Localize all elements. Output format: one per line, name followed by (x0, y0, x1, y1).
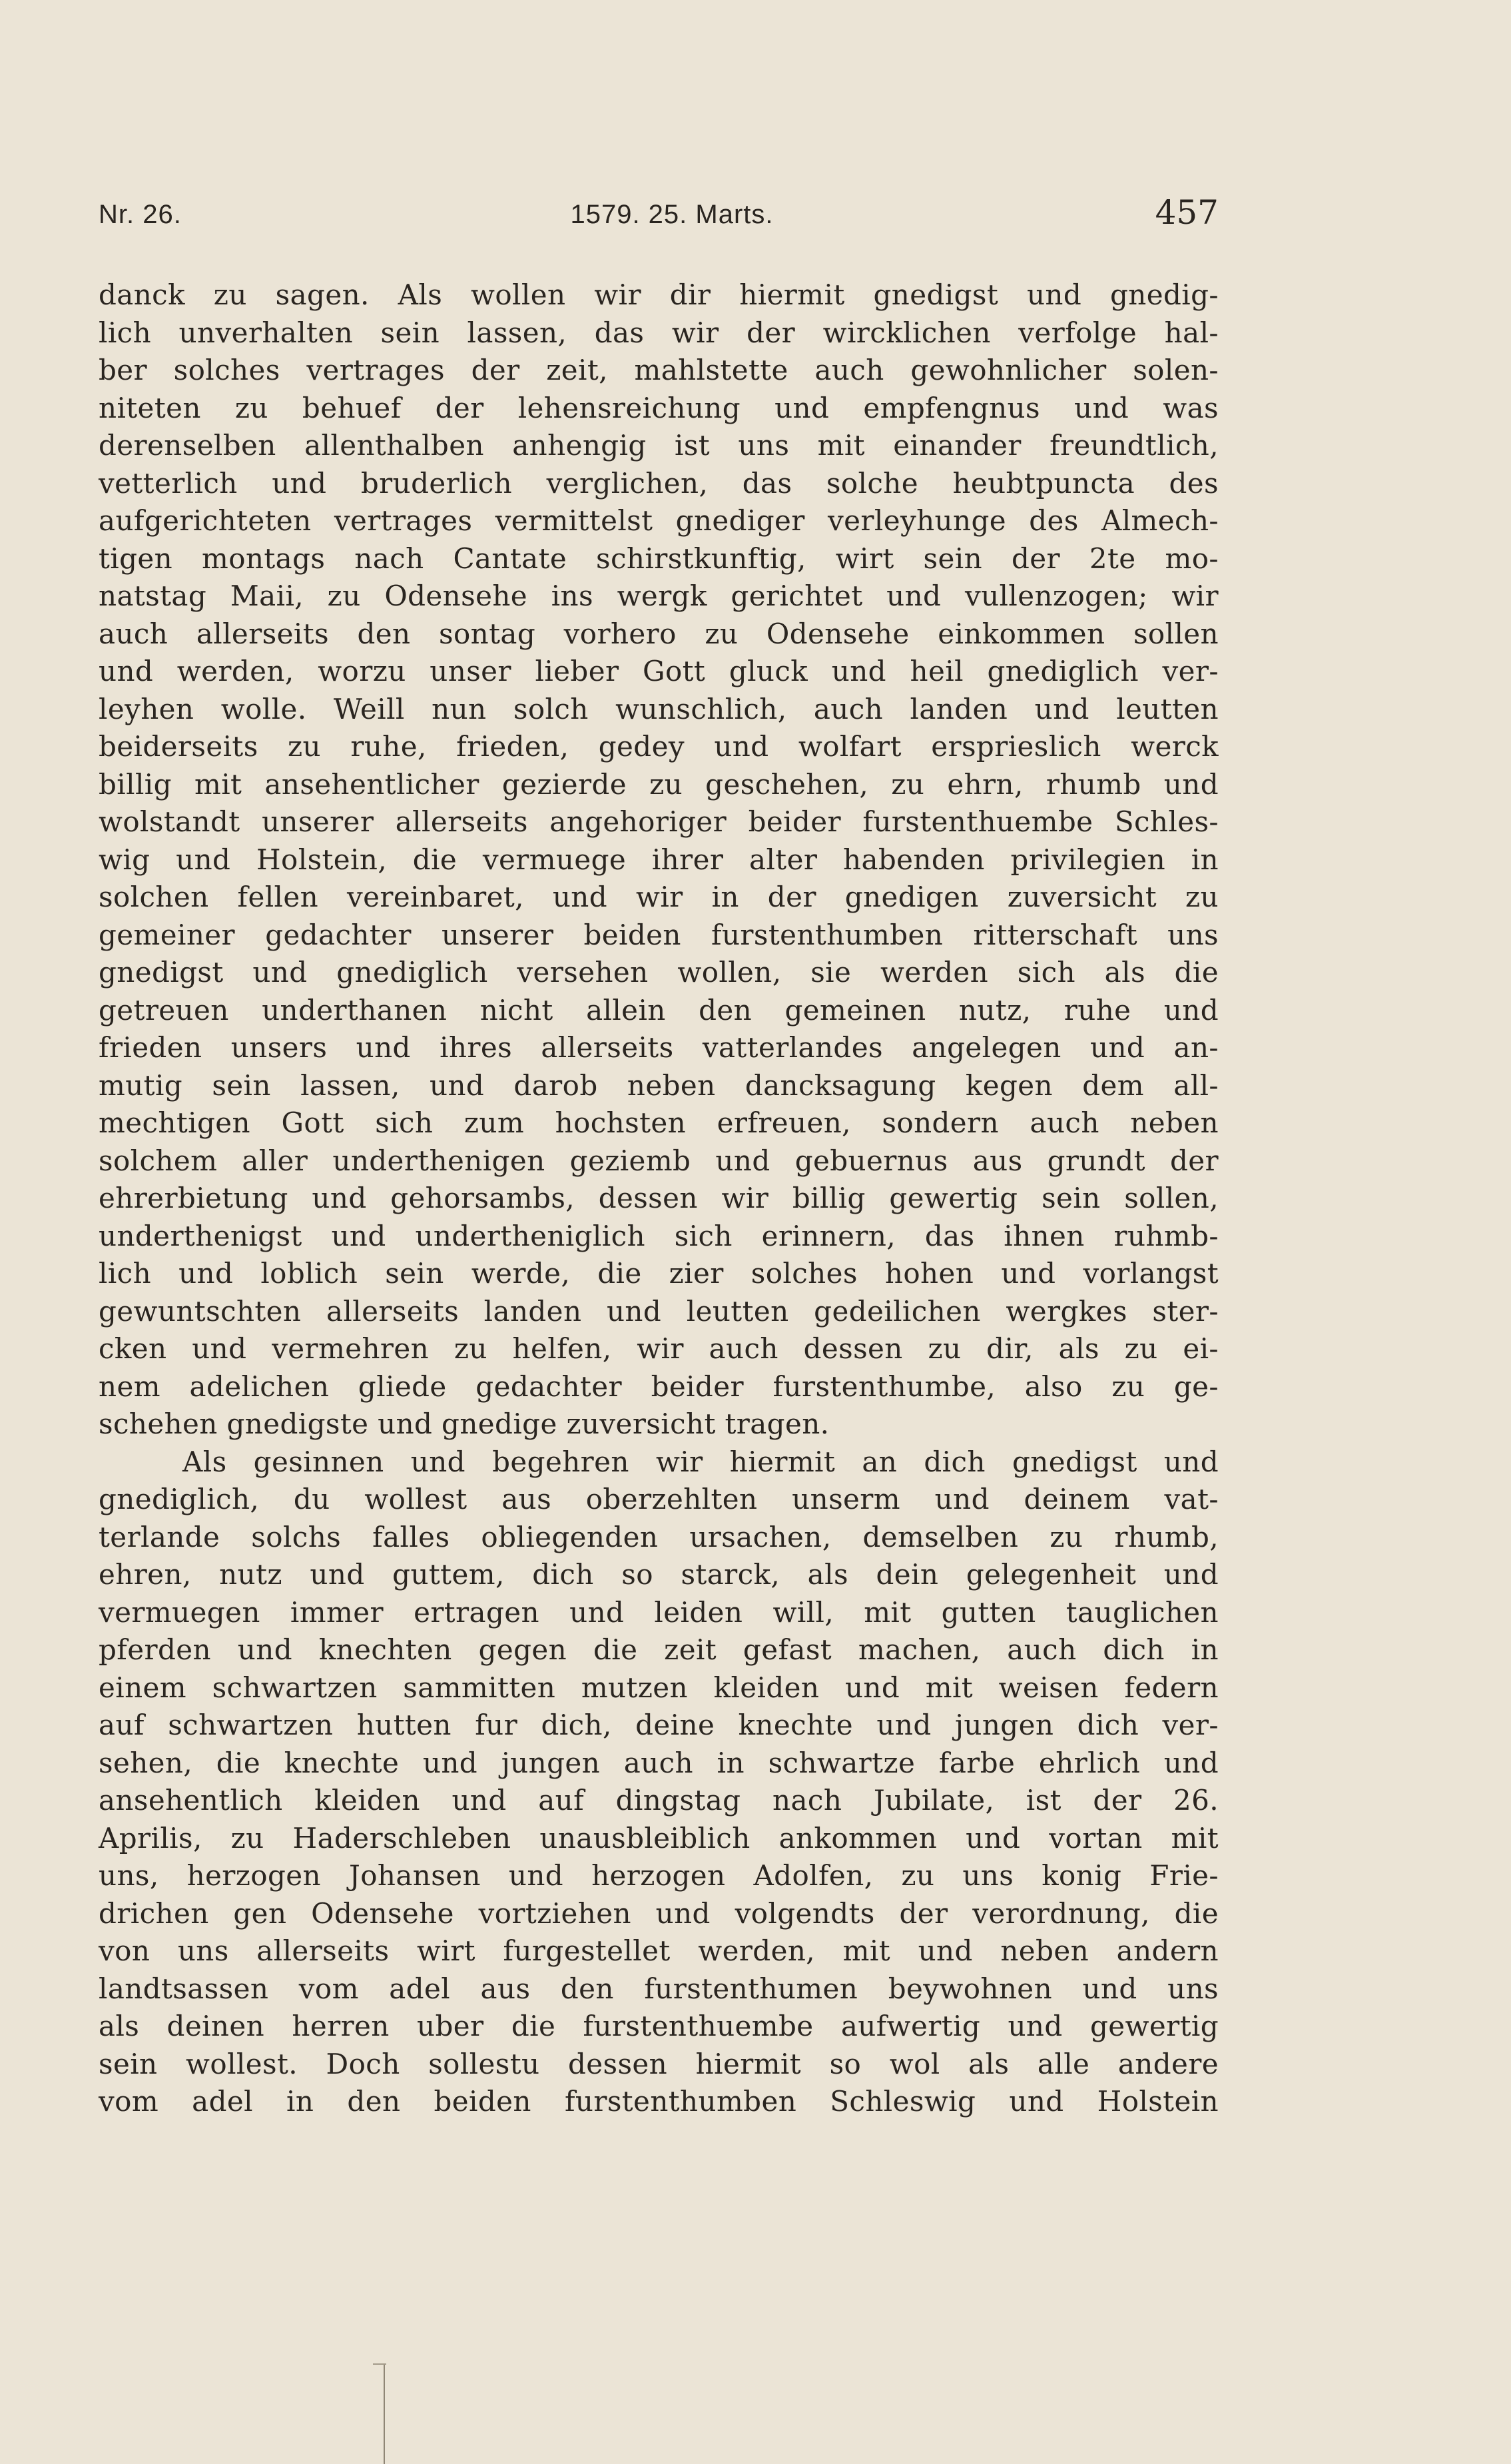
page-header (99, 193, 1219, 233)
text-line: vom adel in den beiden furstenthumben Schleswig und Holstein (99, 2085, 1219, 2118)
body-text (99, 276, 1219, 2121)
text-line: frieden unsers und ihres allerseits vatterlandes angelegen und an- (99, 1031, 1219, 1064)
scan-fold-mark (384, 2365, 385, 2464)
text-line: gnedigst und gnediglich versehen wollen, sie werden sich als die (99, 956, 1219, 989)
text-line: solchem aller underthenigen geziemb und gebuernus aus grundt der (99, 1144, 1219, 1177)
text-line: uns, herzogen Johansen und herzogen Adolfen, zu uns konig Frie- (99, 1859, 1219, 1892)
text-line: Als gesinnen und begehren wir hiermit an dich gnedigst und (182, 1445, 1219, 1478)
text-line: nem adelichen gliede gedachter beider furstenthumbe, also zu ge- (99, 1370, 1219, 1403)
text-line: schehen gnedigste und gnedige zuversicht tragen. (99, 1408, 830, 1440)
text-line: vetterlich und bruderlich verglichen, das solche heubtpuncta des (99, 466, 1219, 500)
text-line: lich und loblich sein werde, die zier solches hohen und vorlangst (99, 1257, 1219, 1290)
text-line: cken und vermehren zu helfen, wir auch dessen zu dir, als zu ei- (99, 1332, 1219, 1365)
text-line: als deinen herren uber die furstenthuembe aufwertig und gewertig (99, 2010, 1219, 2042)
text-line: Aprilis, zu Haderschleben unausbleiblich ankommen und vortan mit (99, 1821, 1219, 1854)
text-line: und werden, worzu unser lieber Gott gluck und heil gnediglich ver- (99, 655, 1219, 687)
text-line: danck zu sagen. Als wollen wir dir hiermit gnedigst und gnedig- (99, 278, 1219, 311)
text-line: auch allerseits den sontag vorhero zu Odensehe einkommen sollen (99, 617, 1219, 650)
page-number: 457 (1155, 193, 1219, 232)
document-date: 1579. 25. Marts. (570, 200, 774, 229)
text-line: natstag Maii, zu Odensehe ins wergk gerichtet und vullenzogen; wir (99, 580, 1219, 612)
text-line: mutig sein lassen, und darob neben dancksagung kegen dem all- (99, 1068, 1219, 1102)
text-line: ansehentlich kleiden und auf dingstag nach Jubilate, ist der 26. (99, 1784, 1219, 1817)
text-line: sehen, die knechte und jungen auch in schwartze farbe ehrlich und (99, 1746, 1219, 1779)
text-line: pferden und knechten gegen die zeit gefast machen, auch dich in (99, 1633, 1219, 1666)
text-line: landtsassen vom adel aus den furstenthumen beywohnen und uns (99, 1972, 1219, 2005)
text-line: wolstandt unserer allerseits angehoriger beider furstenthuembe Schles- (99, 805, 1219, 838)
text-line: vermuegen immer ertragen und leiden will, mit gutten tauglichen (99, 1595, 1219, 1629)
document-number: Nr. 26. (99, 200, 182, 229)
text-line: solchen fellen vereinbaret, und wir in der gnedigen zuversicht zu (99, 881, 1219, 913)
text-line: von uns allerseits wirt furgestellet werden, mit und neben andern (99, 1934, 1219, 1967)
text-line: beiderseits zu ruhe, frieden, gedey und wolfart ersprieslich werck (99, 730, 1219, 763)
text-line: niteten zu behuef der lehensreichung und empfengnus und was (99, 391, 1219, 424)
text-line: gemeiner gedachter unserer beiden furstenthumben ritterschaft uns (99, 918, 1219, 951)
text-line: derenselben allenthalben anhengig ist uns mit einander freundtlich, (99, 429, 1219, 462)
text-line: tigen montags nach Cantate schirstkunftig, wirt sein der 2te mo- (99, 542, 1219, 575)
text-line: gewuntschten allerseits landen und leutten gedeilichen wergkes ster- (99, 1294, 1219, 1328)
text-line: ehrerbietung und gehorsambs, dessen wir billig gewertig sein sollen, (99, 1182, 1219, 1214)
text-line: aufgerichteten vertrages vermittelst gnediger verleyhunge des Almech- (99, 504, 1219, 537)
text-line: ehren, nutz und guttem, dich so starck, als dein gelegenheit und (99, 1558, 1219, 1591)
text-line: terlande solchs falles obliegenden ursachen, demselben zu rhumb, (99, 1520, 1219, 1553)
text-line: sein wollest. Doch sollestu dessen hiermit so wol als alle andere (99, 2047, 1219, 2080)
text-line: billig mit ansehentlicher gezierde zu geschehen, zu ehrn, rhumb und (99, 767, 1219, 801)
text-line: mechtigen Gott sich zum hochsten erfreuen, sondern auch neben (99, 1106, 1219, 1139)
text-line: gnediglich, du wollest aus oberzehlten unserm und deinem vat- (99, 1483, 1219, 1515)
text-line: underthenigst und undertheniglich sich erinnern, das ihnen ruhmb- (99, 1219, 1219, 1252)
text-line: lich unverhalten sein lassen, das wir der wircklichen verfolge hal- (99, 316, 1219, 349)
text-line: wig und Holstein, die vermuege ihrer alter habenden privilegien in (99, 843, 1219, 876)
text-line: leyhen wolle. Weill nun solch wunschlich, auch landen und leutten (99, 692, 1219, 725)
text-line: ber solches vertrages der zeit, mahlstette auch gewohnlicher solen- (99, 354, 1219, 386)
text-line: getreuen underthanen nicht allein den gemeinen nutz, ruhe und (99, 993, 1219, 1027)
text-line: auf schwartzen hutten fur dich, deine knechte und jungen dich ver- (99, 1709, 1219, 1741)
text-line: drichen gen Odensehe vortziehen und volgendts der verordnung, die (99, 1896, 1219, 1930)
text-line: einem schwartzen sammitten mutzen kleiden und mit weisen federn (99, 1671, 1219, 1704)
